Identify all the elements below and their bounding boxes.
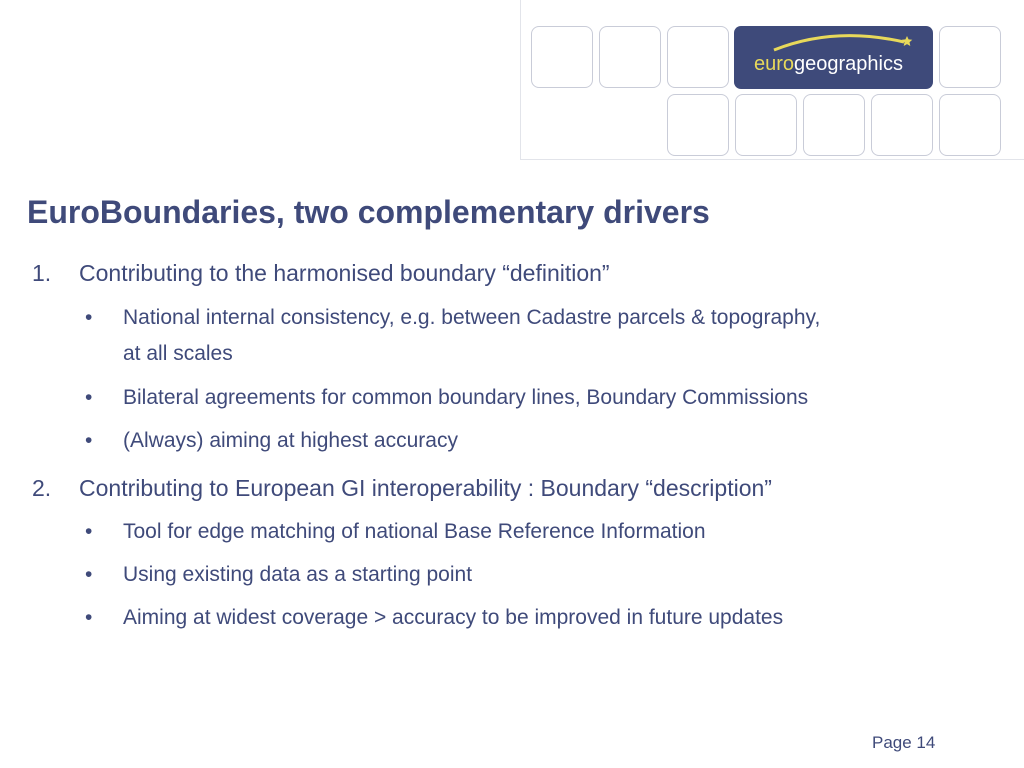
bullet-icon: • (85, 563, 93, 586)
point-text: Contributing to the harmonised boundary “definition” (79, 260, 610, 286)
bullet-icon: • (85, 429, 93, 452)
logo-tile (531, 26, 593, 88)
bullet-text-line: at all scales (123, 342, 233, 365)
point-number: 2. (32, 475, 52, 501)
eurogeographics-logo-mark (734, 26, 933, 89)
logo-tile (735, 94, 797, 156)
logo-star-icon (902, 36, 913, 46)
bullet-text-line: National internal consistency, e.g. between Cadastre parcels & topography, (123, 306, 821, 329)
bullet-icon: • (85, 520, 93, 543)
page-number: Page 14 (872, 733, 936, 752)
point-number: 1. (32, 260, 52, 286)
logo-tile (667, 26, 729, 88)
bullet-icon: • (85, 606, 93, 629)
logo-arc (774, 36, 904, 50)
logo-tile (599, 26, 661, 88)
logo-tile (939, 94, 1001, 156)
bullet-text (123, 300, 983, 372)
bullet-text: Aiming at widest coverage > accuracy to be improved in future updates (123, 606, 784, 629)
bullet-icon: • (85, 386, 93, 409)
bullet-text: Using existing data as a starting point (123, 563, 473, 586)
bullet-icon: • (85, 306, 93, 329)
bullet-text: Tool for edge matching of national Base Reference Information (123, 520, 706, 543)
logo-tile (667, 94, 729, 156)
slide-title: EuroBoundaries, two complementary drivers (27, 194, 710, 230)
logo-tile (939, 26, 1001, 88)
bullet-text: (Always) aiming at highest accuracy (123, 429, 458, 452)
bullet-text: Bilateral agreements for common boundary lines, Boundary Commissions (123, 386, 809, 409)
point-text: Contributing to European GI interoperability : Boundary “description” (79, 475, 772, 501)
logo-tile (871, 94, 933, 156)
logo-tile (803, 94, 865, 156)
logo-wordmark: eurogeographics (754, 53, 903, 75)
eurogeographics-logo (734, 26, 933, 89)
